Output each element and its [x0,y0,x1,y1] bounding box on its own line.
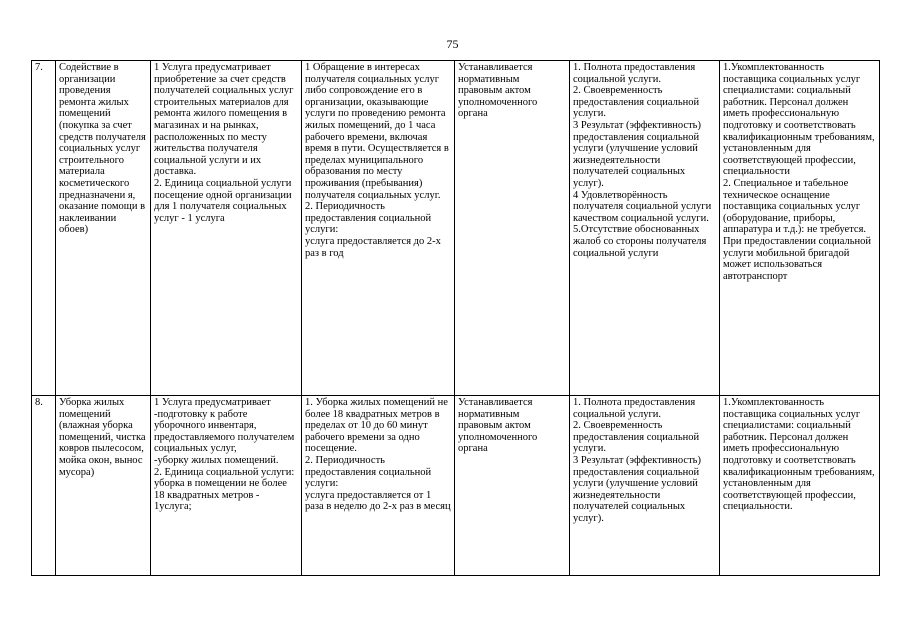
service-conditions-cell: 1.Укомплектованность поставщика социальных услуг специалистами: социальный работник. Персонал должен иметь профессиональную подготовку и соответствовать квалификационным требованиям, установленным для соответствующей профессии, специальности. [720,396,880,576]
table-row [32,61,880,396]
service-conditions-cell: 1.Укомплектованность поставщика социальных услуг специалистами: социальный работник. Персонал должен иметь профессиональную подготовку и соответствовать квалификационным требованиям, установленным для соответствующей профессии, специальности 2. Специальное и табельное техническое оснащение поставщика социальных услуг (оборудование, приборы, аппаратура и т.д.): не требуется. При предоставлении социальной услуги мобильной бригадой может использоваться автотранспорт [720,61,880,396]
row-number-cell: 7. [32,61,56,396]
service-description-cell: 1 Услуга предусматривает -подготовку к работе уборочного инвентаря, предоставляемого получателем социальных услуг, -уборку жилых помещений. 2. Единица социальной услуги: уборка в помещении не более 18 квадратных метров - 1услуга; [151,396,302,576]
service-name-cell: Уборка жилых помещений (влажная уборка помещений, чистка ковров пылесосом, мойка окон, вынос мусора) [56,396,151,576]
service-description-cell: 1 Услуга предусматривает приобретение за счет средств получателей социальных услуг строительных материалов для ремонта жилого помещения в магазинах и на рынках, расположенных по месту жительства получателя социальной услуги и их доставка. 2. Единица социальной услуги посещение одной организации для 1 получателя социальных услуг - 1 услуга [151,61,302,396]
service-name-cell: Содействие в организации проведения ремонта жилых помещений (покупка за счет средств получателя социальных услуг строительного материала косметического предназначени я, оказание помощи в наклеивании обоев) [56,61,151,396]
service-price-cell: Устанавливается нормативным правовым актом уполномоченного органа [455,396,570,576]
page-number: 75 [446,37,459,51]
service-timing-cell: 1 Обращение в интересах получателя социальных услуг либо сопровождение его в организации, оказывающие услуги по проведению ремонта жилых помещений, до 1 часа рабочего времени, включая время в пути. Осуществляется в пределах муниципального образования по месту проживания (пребывания) получателя социальных услуг. 2. Периодичность предоставления социальной услуги: услуга предоставляется до 2-х раз в год [302,61,455,396]
table-row [32,396,880,576]
service-quality-cell: 1. Полнота предоставления социальной услуги. 2. Своевременность предоставления социальной услуги. 3 Результат (эффективность) предоставления социальной услуги (улучшение условий жизнедеятельности получателей социальных услуг). [570,396,720,576]
service-quality-cell: 1. Полнота предоставления социальной услуги. 2. Своевременность предоставления социальной услуги. 3 Результат (эффективность) предоставления социальной услуги (улучшение условий жизнедеятельности получателей социальных услуг). 4 Удовлетворённость получателя социальной услуги качеством социальной услуги. 5.Отсутствие обоснованных жалоб со стороны получателя социальной услуги [570,61,720,396]
row-number-cell: 8. [32,396,56,576]
service-price-cell: Устанавливается нормативным правовым актом уполномоченного органа [455,61,570,396]
services-table [31,60,880,576]
service-timing-cell: 1. Уборка жилых помещений не более 18 квадратных метров в пределах от 10 до 60 минут рабочего времени за одно посещение. 2. Периодичность предоставления социальной услуги: услуга предоставляется от 1 раза в неделю до 2-х раз в месяц [302,396,455,576]
